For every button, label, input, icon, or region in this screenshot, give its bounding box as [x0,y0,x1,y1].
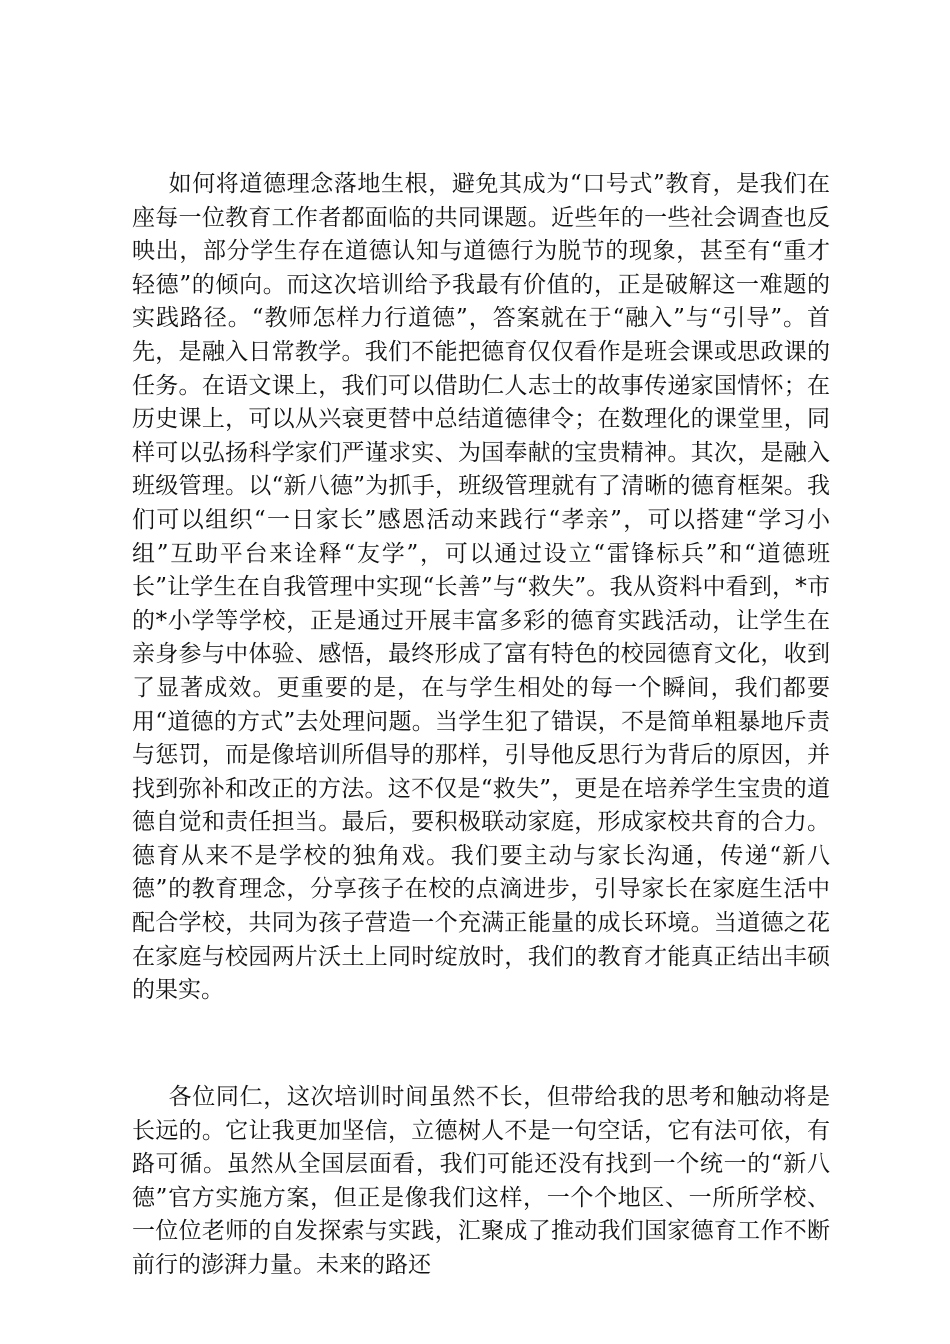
paragraph-text: 各位同仁，这次培训时间虽然不长，但带给我的思考和触动将是长远的。它让我更加坚信，立德树人不是一句空话，它有法可依，有路可循。虽然从全国层面看，我们可能还没有找到一个统一的“新八德”官方实施方案，但正是像我们这样，一个个地区、一所所学校、一位位老师的自发探索与实践，汇聚成了推动我们国家德育工作不断前行的澎湃力量。未来的路还 [132,1084,830,1278]
body-paragraph-1 [132,168,830,1008]
body-paragraph-2 [132,1081,830,1283]
paragraph-text: 如何将道德理念落地生根，避免其成为“口号式”教育，是我们在座每一位教育工作者都面临的共同课题。近些年的一些社会调查也反映出，部分学生存在道德认知与道德行为脱节的现象，甚至有“重才轻德”的倾向。而这次培训给予我最有价值的，正是破解这一难题的实践路径。“教师怎样力行道德”，答案就在于“融入”与“引导”。首先，是融入日常教学。我们不能把德育仅仅看作是班会课或思政课的任务。在语文课上，我们可以借助仁人志士的故事传递家国情怀；在历史课上，可以从兴衰更替中总结道德律令；在数理化的课堂里，同样可以弘扬科学家们严谨求实、为国奉献的宝贵精神。其次，是融入班级管理。以“新八德”为抓手，班级管理就有了清晰的德育框架。我们可以组织“一日家长”感恩活动来践行“孝亲”，可以搭建“学习小组”互助平台来诠释“友学”，可以通过设立“雷锋标兵”和“道德班长”让学生在自我管理中实现“长善”与“救失”。我从资料中看到，*市的*小学等学校，正是通过开展丰富多彩的德育实践活动，让学生在亲身参与中体验、感悟，最终形成了富有特色的校园德育文化，收到了显著成效。更重要的是，在与学生相处的每一个瞬间，我们都要用“道德的方式”去处理问题。当学生犯了错误，不是简单粗暴地斥责与惩罚，而是像培训所倡导的那样，引导他反思行为背后的原因，并找到弥补和改正的方法。这不仅是“救失”，更是在培养学生宝贵的道德自觉和责任担当。最后，要积极联动家庭，形成家校共育的合力。德育从来不是学校的独角戏。我们要主动与家长沟通，传递“新八德”的教育理念，分享孩子在校的点滴进步，引导家长在家庭生活中配合学校，共同为孩子营造一个充满正能量的成长环境。当道德之花在家庭与校园两片沃土上同时绽放时，我们的教育才能真正结出丰硕的果实。 [132,171,830,1004]
